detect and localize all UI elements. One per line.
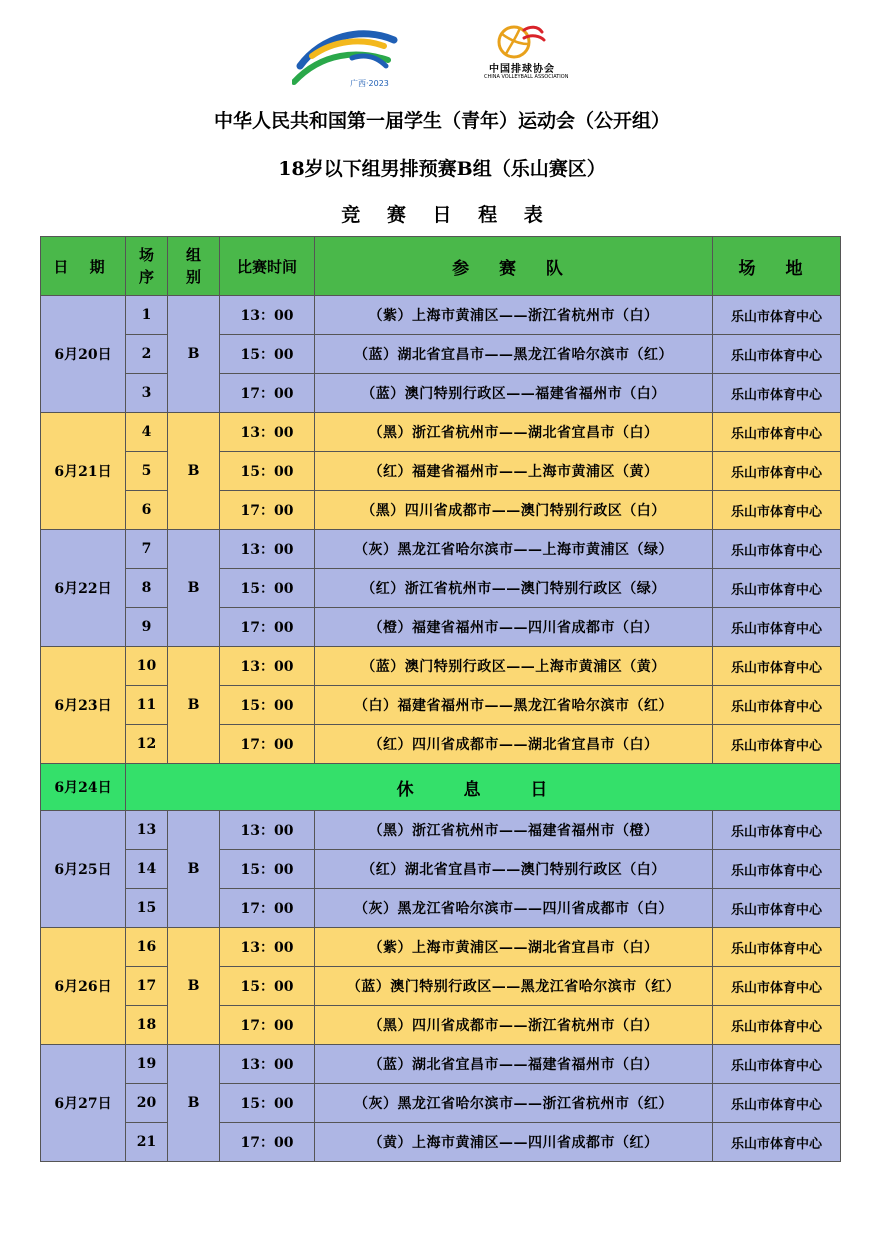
group-cell: B xyxy=(168,530,220,647)
match-venue: 乐山市体育中心 xyxy=(713,686,841,725)
table-row xyxy=(41,889,841,928)
table-row xyxy=(41,1006,841,1045)
match-teams: （紫）上海市黄浦区——浙江省杭州市（白） xyxy=(315,296,713,335)
match-teams: （蓝）湖北省宜昌市——黑龙江省哈尔滨市（红） xyxy=(315,335,713,374)
group-cell: B xyxy=(168,811,220,928)
volleyball-icon xyxy=(484,22,560,62)
match-venue: 乐山市体育中心 xyxy=(713,608,841,647)
match-time: 15：00 xyxy=(220,452,315,491)
match-time: 13：00 xyxy=(220,647,315,686)
match-venue: 乐山市体育中心 xyxy=(713,811,841,850)
match-teams: （灰）黑龙江省哈尔滨市——上海市黄浦区（绿） xyxy=(315,530,713,569)
match-teams: （紫）上海市黄浦区——湖北省宜昌市（白） xyxy=(315,928,713,967)
match-venue: 乐山市体育中心 xyxy=(713,928,841,967)
match-number: 12 xyxy=(126,725,168,764)
match-teams: （红）湖北省宜昌市——澳门特别行政区（白） xyxy=(315,850,713,889)
match-time: 15：00 xyxy=(220,686,315,725)
table-row xyxy=(41,413,841,452)
table-row xyxy=(41,1045,841,1084)
date-cell: 6月22日 xyxy=(41,530,126,647)
match-time: 13：00 xyxy=(220,530,315,569)
match-time: 13：00 xyxy=(220,1045,315,1084)
match-time: 17：00 xyxy=(220,491,315,530)
match-venue: 乐山市体育中心 xyxy=(713,452,841,491)
header-order: 场 序 xyxy=(126,237,168,296)
table-row xyxy=(41,928,841,967)
match-teams: （黑）四川省成都市——浙江省杭州市（白） xyxy=(315,1006,713,1045)
header-group: 组 别 xyxy=(168,237,220,296)
match-teams: （蓝）澳门特别行政区——黑龙江省哈尔滨市（红） xyxy=(315,967,713,1006)
table-header-row xyxy=(41,237,841,296)
rest-day-row xyxy=(41,764,841,811)
date-cell: 6月27日 xyxy=(41,1045,126,1162)
match-teams: （黑）四川省成都市——澳门特别行政区（白） xyxy=(315,491,713,530)
match-number: 19 xyxy=(126,1045,168,1084)
table-row xyxy=(41,725,841,764)
match-teams: （红）四川省成都市——湖北省宜昌市（白） xyxy=(315,725,713,764)
header-date: 日 期 xyxy=(41,237,126,296)
rest-day-label: 休 息 日 xyxy=(126,764,841,811)
match-venue: 乐山市体育中心 xyxy=(713,725,841,764)
match-venue: 乐山市体育中心 xyxy=(713,374,841,413)
schedule-heading: 竞 赛 日 程 表 xyxy=(341,204,553,226)
match-venue: 乐山市体育中心 xyxy=(713,1084,841,1123)
table-row xyxy=(41,967,841,1006)
match-teams: （黄）上海市黄浦区——四川省成都市（红） xyxy=(315,1123,713,1162)
match-venue: 乐山市体育中心 xyxy=(713,1006,841,1045)
match-number: 10 xyxy=(126,647,168,686)
match-number: 5 xyxy=(126,452,168,491)
group-cell: B xyxy=(168,647,220,764)
match-number: 4 xyxy=(126,413,168,452)
match-number: 18 xyxy=(126,1006,168,1045)
match-venue: 乐山市体育中心 xyxy=(713,1045,841,1084)
date-cell: 6月21日 xyxy=(41,413,126,530)
match-teams: （红）福建省福州市——上海市黄浦区（黄） xyxy=(315,452,713,491)
match-time: 15：00 xyxy=(220,569,315,608)
match-time: 13：00 xyxy=(220,296,315,335)
association-name: 中国排球协会 xyxy=(489,64,555,75)
match-number: 20 xyxy=(126,1084,168,1123)
match-number: 1 xyxy=(126,296,168,335)
match-time: 17：00 xyxy=(220,374,315,413)
association-english-name: CHINA VOLLEYBALL ASSOCIATION xyxy=(484,74,569,80)
logo-bar xyxy=(0,18,884,88)
group-cell: B xyxy=(168,413,220,530)
match-venue: 乐山市体育中心 xyxy=(713,296,841,335)
match-venue: 乐山市体育中心 xyxy=(713,889,841,928)
match-venue: 乐山市体育中心 xyxy=(713,530,841,569)
volleyball-association-logo xyxy=(484,22,569,86)
match-number: 14 xyxy=(126,850,168,889)
header-venue: 场 地 xyxy=(713,237,841,296)
header-time: 比赛时间 xyxy=(220,237,315,296)
match-number: 8 xyxy=(126,569,168,608)
match-venue: 乐山市体育中心 xyxy=(713,967,841,1006)
table-row xyxy=(41,647,841,686)
table-row xyxy=(41,850,841,889)
header-teams: 参 赛 队 xyxy=(315,237,713,296)
student-games-logo xyxy=(292,26,402,88)
match-venue: 乐山市体育中心 xyxy=(713,491,841,530)
date-cell: 6月24日 xyxy=(41,764,126,811)
match-time: 17：00 xyxy=(220,1123,315,1162)
match-number: 21 xyxy=(126,1123,168,1162)
match-time: 13：00 xyxy=(220,413,315,452)
match-time: 17：00 xyxy=(220,725,315,764)
match-number: 13 xyxy=(126,811,168,850)
match-teams: （红）浙江省杭州市——澳门特别行政区（绿） xyxy=(315,569,713,608)
match-teams: （灰）黑龙江省哈尔滨市——浙江省杭州市（红） xyxy=(315,1084,713,1123)
match-teams: （蓝）澳门特别行政区——福建省福州市（白） xyxy=(315,374,713,413)
table-row xyxy=(41,1084,841,1123)
table-row xyxy=(41,491,841,530)
match-teams: （灰）黑龙江省哈尔滨市——四川省成都市（白） xyxy=(315,889,713,928)
match-number: 9 xyxy=(126,608,168,647)
table-row xyxy=(41,608,841,647)
match-time: 17：00 xyxy=(220,889,315,928)
date-cell: 6月25日 xyxy=(41,811,126,928)
match-venue: 乐山市体育中心 xyxy=(713,413,841,452)
group-cell: B xyxy=(168,296,220,413)
match-teams: （黑）浙江省杭州市——湖北省宜昌市（白） xyxy=(315,413,713,452)
match-venue: 乐山市体育中心 xyxy=(713,850,841,889)
match-number: 7 xyxy=(126,530,168,569)
table-row xyxy=(41,1123,841,1162)
table-row xyxy=(41,374,841,413)
match-time: 15：00 xyxy=(220,1084,315,1123)
match-number: 3 xyxy=(126,374,168,413)
match-time: 17：00 xyxy=(220,1006,315,1045)
group-cell: B xyxy=(168,928,220,1045)
match-teams: （白）福建省福州市——黑龙江省哈尔滨市（红） xyxy=(315,686,713,725)
match-teams: （蓝）湖北省宜昌市——福建省福州市（白） xyxy=(315,1045,713,1084)
competition-subtitle: 18岁以下组男排预赛B组（乐山赛区） xyxy=(278,158,606,180)
match-teams: （黑）浙江省杭州市——福建省福州市（橙） xyxy=(315,811,713,850)
table-row xyxy=(41,530,841,569)
match-number: 16 xyxy=(126,928,168,967)
match-time: 13：00 xyxy=(220,928,315,967)
match-number: 15 xyxy=(126,889,168,928)
match-time: 17：00 xyxy=(220,608,315,647)
match-venue: 乐山市体育中心 xyxy=(713,1123,841,1162)
match-venue: 乐山市体育中心 xyxy=(713,335,841,374)
table-row xyxy=(41,569,841,608)
match-time: 15：00 xyxy=(220,967,315,1006)
match-number: 17 xyxy=(126,967,168,1006)
event-title: 中华人民共和国第一届学生（青年）运动会（公开组） xyxy=(213,110,670,132)
match-time: 15：00 xyxy=(220,335,315,374)
match-time: 15：00 xyxy=(220,850,315,889)
table-row xyxy=(41,296,841,335)
table-row xyxy=(41,686,841,725)
match-teams: （蓝）澳门特别行政区——上海市黄浦区（黄） xyxy=(315,647,713,686)
match-number: 2 xyxy=(126,335,168,374)
match-venue: 乐山市体育中心 xyxy=(713,647,841,686)
match-number: 11 xyxy=(126,686,168,725)
match-number: 6 xyxy=(126,491,168,530)
group-cell: B xyxy=(168,1045,220,1162)
table-row xyxy=(41,811,841,850)
match-time: 13：00 xyxy=(220,811,315,850)
date-cell: 6月20日 xyxy=(41,296,126,413)
schedule-table xyxy=(40,236,841,1162)
table-row xyxy=(41,452,841,491)
games-logo-text: 广西·2023 xyxy=(350,79,389,88)
table-row xyxy=(41,335,841,374)
date-cell: 6月23日 xyxy=(41,647,126,764)
match-teams: （橙）福建省福州市——四川省成都市（白） xyxy=(315,608,713,647)
match-venue: 乐山市体育中心 xyxy=(713,569,841,608)
date-cell: 6月26日 xyxy=(41,928,126,1045)
